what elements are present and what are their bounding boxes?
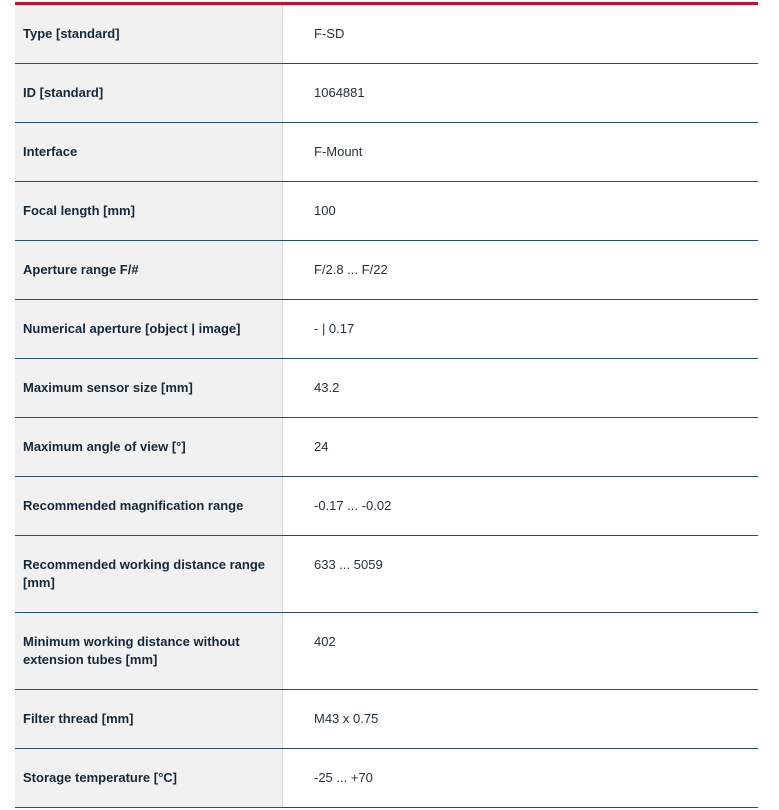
spec-label: Aperture range F/#: [15, 241, 283, 299]
spec-label: Numerical aperture [object | image]: [15, 300, 283, 358]
spec-label: Storage temperature [°C]: [15, 749, 283, 807]
spec-value: 1064881: [314, 85, 365, 100]
spec-value: 100: [314, 203, 336, 218]
spec-row-id: [15, 64, 758, 123]
spec-label: Filter thread [mm]: [15, 690, 283, 748]
spec-row-magnification-range: [15, 477, 758, 536]
spec-row-aperture-range: [15, 241, 758, 300]
spec-row-max-angle-of-view: [15, 418, 758, 477]
spec-label: Minimum working distance without extension tubes [mm]: [15, 613, 283, 689]
spec-label: Interface: [15, 123, 283, 181]
spec-value: - | 0.17: [314, 321, 355, 336]
spec-value: 633 ... 5059: [314, 557, 383, 572]
spec-label: Maximum sensor size [mm]: [15, 359, 283, 417]
spec-row-working-distance-range: [15, 536, 758, 613]
spec-value: F/2.8 ... F/22: [314, 262, 388, 277]
spec-row-interface: [15, 123, 758, 182]
spec-value: -25 ... +70: [314, 770, 373, 785]
spec-label: ID [standard]: [15, 64, 283, 122]
spec-label: Maximum angle of view [°]: [15, 418, 283, 476]
spec-value: -0.17 ... -0.02: [314, 498, 392, 513]
spec-row-type: [15, 5, 758, 64]
spec-row-storage-temperature: [15, 749, 758, 808]
spec-label: Recommended magnification range: [15, 477, 283, 535]
spec-label: Focal length [mm]: [15, 182, 283, 240]
spec-label: Type [standard]: [15, 5, 283, 63]
spec-row-min-working-distance: [15, 613, 758, 690]
spec-value: F-Mount: [314, 144, 363, 159]
spec-value: 43.2: [314, 380, 340, 395]
spec-row-focal-length: [15, 182, 758, 241]
spec-value: M43 x 0.75: [314, 711, 379, 726]
spec-value: 402: [314, 634, 336, 649]
spec-row-numerical-aperture: [15, 300, 758, 359]
spec-value: 24: [314, 439, 329, 454]
spec-row-max-sensor-size: [15, 359, 758, 418]
spec-value: F-SD: [314, 26, 345, 41]
spec-row-filter-thread: [15, 690, 758, 749]
spec-label: Recommended working distance range [mm]: [15, 536, 283, 612]
spec-table: [15, 2, 758, 808]
